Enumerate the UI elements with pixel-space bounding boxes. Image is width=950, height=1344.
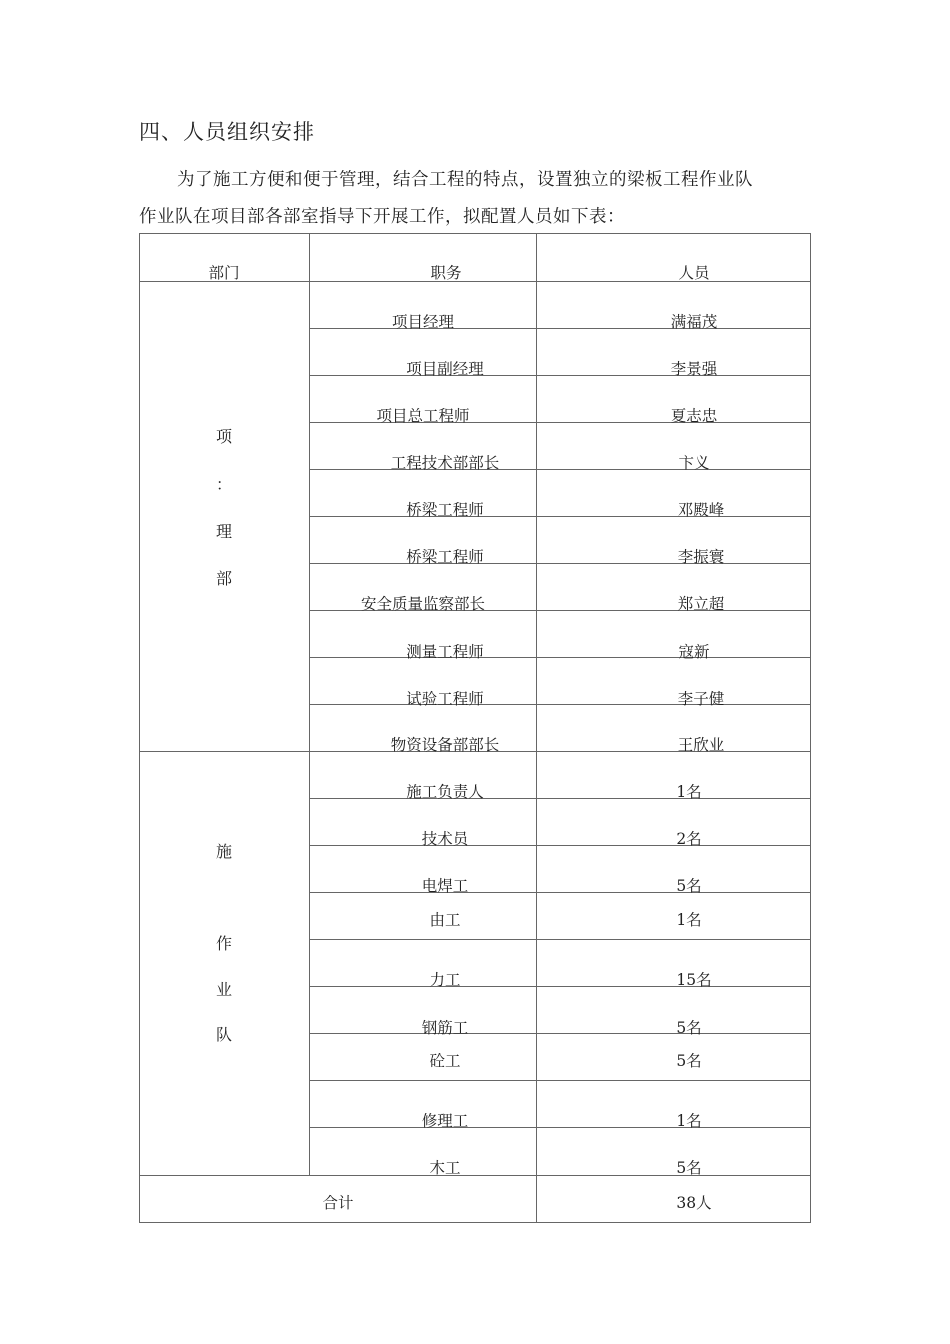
dept1-char: ： — [215, 475, 233, 494]
person-cell: 李景强 — [670, 360, 718, 378]
intro-paragraph-line-1: 为了施工方便和便于管理，结合工程的特点，设置独立的梁板工程作业队 — [177, 170, 753, 190]
row-line — [309, 516, 811, 517]
role-cell: 试验工程师 — [406, 690, 484, 708]
role-cell: 木工 — [429, 1159, 461, 1177]
person-cell: 郑立超 — [677, 595, 725, 613]
row-line — [309, 892, 811, 893]
dept1-char: 理 — [215, 522, 233, 541]
person-cell: 夏志忠 — [670, 407, 718, 425]
role-cell: 项目副经理 — [406, 360, 484, 378]
row-line — [309, 328, 811, 329]
header-dept: 部门 — [208, 264, 240, 282]
dept2-char: 队 — [215, 1025, 233, 1044]
dept2-char: 施 — [215, 842, 233, 861]
row-line — [309, 845, 811, 846]
row-line — [309, 375, 811, 376]
role-cell: 技术员 — [421, 830, 469, 848]
person-cell: 李振寰 — [677, 548, 725, 566]
table-border-bottom — [139, 1222, 811, 1223]
person-cell: 5名 — [676, 1159, 702, 1177]
table-total-top — [139, 1175, 811, 1176]
person-cell: 1名 — [676, 1112, 702, 1130]
row-line — [309, 798, 811, 799]
role-cell: 电焊工 — [421, 877, 469, 895]
row-line — [309, 939, 811, 940]
person-cell: 王欣业 — [677, 736, 725, 754]
role-cell: 砼工 — [429, 1052, 461, 1070]
person-cell: 满福茂 — [670, 313, 718, 331]
table-border-right — [810, 233, 811, 1223]
intro-paragraph-line-2: 作业队在项目部各部室指导下开展工作，拟配置人员如下表： — [139, 207, 625, 227]
person-cell: 卞义 — [678, 454, 710, 472]
person-cell: 5名 — [676, 1052, 702, 1070]
person-cell: 5名 — [676, 1019, 702, 1037]
row-line — [309, 986, 811, 987]
person-cell: 2名 — [676, 830, 702, 848]
row-line — [309, 657, 811, 658]
table-header-bottom — [139, 281, 811, 282]
section-heading: 四、人员组织安排 — [139, 120, 315, 144]
person-cell: 李子健 — [677, 690, 725, 708]
role-cell: 桥梁工程师 — [406, 548, 484, 566]
row-line — [309, 1080, 811, 1081]
role-cell: 桥梁工程师 — [406, 501, 484, 519]
role-cell: 由工 — [429, 911, 461, 929]
role-cell: 项目总工程师 — [376, 407, 470, 425]
row-line — [309, 1127, 811, 1128]
table-border-top — [139, 233, 811, 234]
row-line — [309, 469, 811, 470]
person-cell: 寇新 — [678, 643, 710, 661]
header-role: 职务 — [430, 264, 462, 282]
role-cell: 项目经理 — [391, 313, 455, 331]
total-label: 合计 — [322, 1194, 354, 1212]
header-person: 人员 — [678, 264, 710, 282]
person-cell: 邓殿峰 — [677, 501, 725, 519]
table-divider-role — [536, 233, 537, 1223]
total-value: 38人 — [676, 1194, 712, 1212]
dept1-char: 部 — [215, 569, 233, 588]
role-cell: 物资设备部部长 — [390, 736, 500, 754]
role-cell: 测量工程师 — [406, 643, 484, 661]
table-border-left — [139, 233, 140, 1223]
dept2-char: 业 — [215, 980, 233, 999]
row-line — [309, 563, 811, 564]
role-cell: 力工 — [429, 971, 461, 989]
person-cell: 1名 — [676, 911, 702, 929]
role-cell: 安全质量监察部长 — [360, 595, 486, 613]
role-cell: 修理工 — [421, 1112, 469, 1130]
row-line — [309, 1033, 811, 1034]
role-cell: 钢筋工 — [421, 1019, 469, 1037]
row-line — [309, 704, 811, 705]
dept1-char: 项 — [215, 427, 233, 446]
person-cell: 5名 — [676, 877, 702, 895]
role-cell: 施工负责人 — [406, 783, 484, 801]
dept2-char: 作 — [215, 934, 233, 953]
role-cell: 工程技术部部长 — [390, 454, 500, 472]
person-cell: 15名 — [676, 971, 712, 989]
person-cell: 1名 — [676, 783, 702, 801]
